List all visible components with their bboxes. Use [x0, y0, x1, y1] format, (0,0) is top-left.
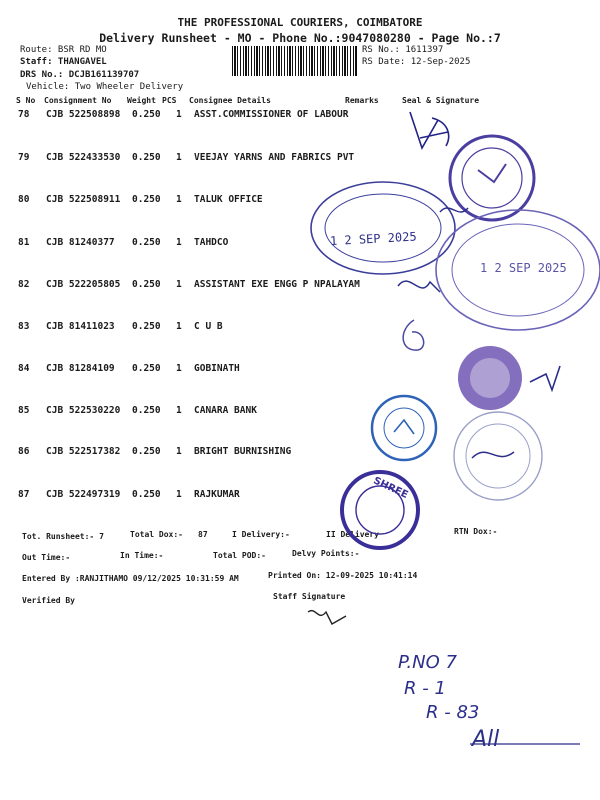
- rs-no-label: RS No.: 1611397: [362, 45, 444, 55]
- bank-seal-icon: [372, 396, 436, 460]
- row-weight: 0.250: [132, 321, 161, 332]
- row-consignment: CJB 522508911: [46, 194, 121, 205]
- row-weight: 0.250: [132, 363, 161, 374]
- row-sno: 78: [18, 109, 30, 120]
- row-consignee: ASSISTANT EXE ENGG P NPALAYAM: [194, 279, 360, 290]
- row-consignee: GOBINATH: [194, 363, 240, 374]
- row-sno: 79: [18, 152, 30, 163]
- row-pcs: 1: [176, 489, 182, 500]
- row-weight: 0.250: [132, 279, 161, 290]
- row-consignment: CJB 522508898: [46, 109, 121, 120]
- row-sno: 80: [18, 194, 30, 205]
- row-pcs: 1: [176, 194, 182, 205]
- vehicle-label: Vehicle: Two Wheeler Delivery: [26, 82, 184, 92]
- row-consignment: CJB 522517382: [46, 446, 121, 457]
- col-weight: Weight: [127, 96, 156, 105]
- row-sno: 87: [18, 489, 30, 500]
- col-sno: S No: [16, 96, 36, 105]
- date-stamp-1: [311, 182, 455, 274]
- round-seal-icon: [450, 136, 534, 220]
- date-stamp-1-text: 1 2 SEP 2025: [329, 229, 417, 249]
- row-pcs: 1: [176, 321, 182, 332]
- col-seal-signature: Seal & Signature: [402, 96, 480, 105]
- entered-by: Entered By :RANJITHAMO 09/12/2025 10:31:59 AM: [22, 574, 239, 583]
- row-weight: 0.250: [132, 109, 161, 120]
- row-consignment: CJB 81411023: [46, 321, 115, 332]
- rs-date-label: RS Date: 12-Sep-2025: [362, 57, 471, 67]
- row-consignee: RAJKUMAR: [194, 489, 240, 500]
- signature-row-84: [530, 366, 560, 390]
- row-sno: 82: [18, 279, 30, 290]
- row-weight: 0.250: [132, 489, 161, 500]
- printed-on: Printed On: 12-09-2025 10:41:14: [268, 571, 418, 580]
- total-dox-label: Total Dox:-: [130, 530, 183, 539]
- staff-signature-mark: [308, 611, 346, 624]
- row-weight: 0.250: [132, 405, 161, 416]
- drs-label: DRS No.: DCJB161139707: [20, 70, 140, 80]
- row-consignee: CANARA BANK: [194, 405, 257, 416]
- row-pcs: 1: [176, 363, 182, 374]
- row-consignee: BRIGHT BURNISHING: [194, 446, 292, 457]
- row-weight: 0.250: [132, 237, 161, 248]
- row-sno: 84: [18, 363, 30, 374]
- row-pcs: 1: [176, 152, 182, 163]
- row-weight: 0.250: [132, 446, 161, 457]
- col-consignment: Consignment No: [44, 96, 112, 105]
- row-consignment: CJB 81240377: [46, 237, 115, 248]
- in-time: In Time:-: [120, 551, 164, 560]
- company-title: THE PROFESSIONAL COURIERS, COIMBATORE: [177, 16, 423, 29]
- row-consignee: C U B: [194, 321, 223, 332]
- row-consignment: CJB 522530220: [46, 405, 121, 416]
- route-label: Route: BSR RD MO: [20, 45, 107, 55]
- row-sno: 86: [18, 446, 30, 457]
- row-pcs: 1: [176, 405, 182, 416]
- staff-label: Staff: THANGAVEL: [20, 57, 107, 67]
- tot-runsheet: Tot. Runsheet:- 7: [22, 532, 104, 541]
- row-consignee: TAHDCO: [194, 237, 229, 248]
- col-pcs: PCS: [162, 96, 177, 105]
- handwritten-r83: R - 83: [426, 702, 480, 723]
- date-stamp-2-text: 1 2 SEP 2025: [480, 261, 567, 275]
- runsheet-subtitle: Delivery Runsheet - MO - Phone No.:9047080280 - Page No.:7: [99, 31, 501, 45]
- col-consignee: Consignee Details: [189, 96, 271, 105]
- row-sno: 83: [18, 321, 30, 332]
- row-pcs: 1: [176, 109, 182, 120]
- row-pcs: 1: [176, 237, 182, 248]
- signature-row-82: [398, 281, 440, 292]
- row-sno: 85: [18, 405, 30, 416]
- shree-stamp-text: SHREE: [371, 475, 410, 501]
- out-time: Out Time:-: [22, 553, 71, 562]
- row-consignee: TALUK OFFICE: [194, 194, 263, 205]
- row-sno: 81: [18, 237, 30, 248]
- row-pcs: 1: [176, 279, 182, 290]
- rtn-dox: RTN Dox:-: [454, 527, 498, 536]
- row-consignment: CJB 81284109: [46, 363, 115, 374]
- handwritten-r1: R - 1: [404, 678, 446, 699]
- row-consignee: VEEJAY YARNS AND FABRICS PVT: [194, 152, 355, 163]
- delvy-points: Delvy Points:-: [292, 549, 360, 558]
- signature-row-83: [403, 320, 424, 350]
- verified-by: Verified By: [22, 596, 75, 605]
- row-consignee: ASST.COMMISSIONER OF LABOUR: [194, 109, 349, 120]
- staff-signature-label: Staff Signature: [273, 592, 346, 601]
- total-pod: Total POD:-: [213, 551, 266, 560]
- row-pcs: 1: [176, 446, 182, 457]
- row-consignment: CJB 522205805: [46, 279, 121, 290]
- row-consignment: CJB 522433530: [46, 152, 121, 163]
- row-consignment: CJB 522497319: [46, 489, 121, 500]
- col-remarks: Remarks: [345, 96, 379, 105]
- ii-delivery: II Delivery: [326, 530, 379, 539]
- row-weight: 0.250: [132, 152, 161, 163]
- purple-seal-icon: [458, 346, 522, 410]
- i-delivery: I Delivery:-: [232, 530, 290, 539]
- signature-row-78: [410, 112, 449, 148]
- handwritten-page-no: P.NO 7: [398, 652, 457, 673]
- row-weight: 0.250: [132, 194, 161, 205]
- signature-row-86: [472, 452, 514, 458]
- total-dox-value: 87: [198, 530, 208, 539]
- handwritten-signature: All: [472, 727, 500, 752]
